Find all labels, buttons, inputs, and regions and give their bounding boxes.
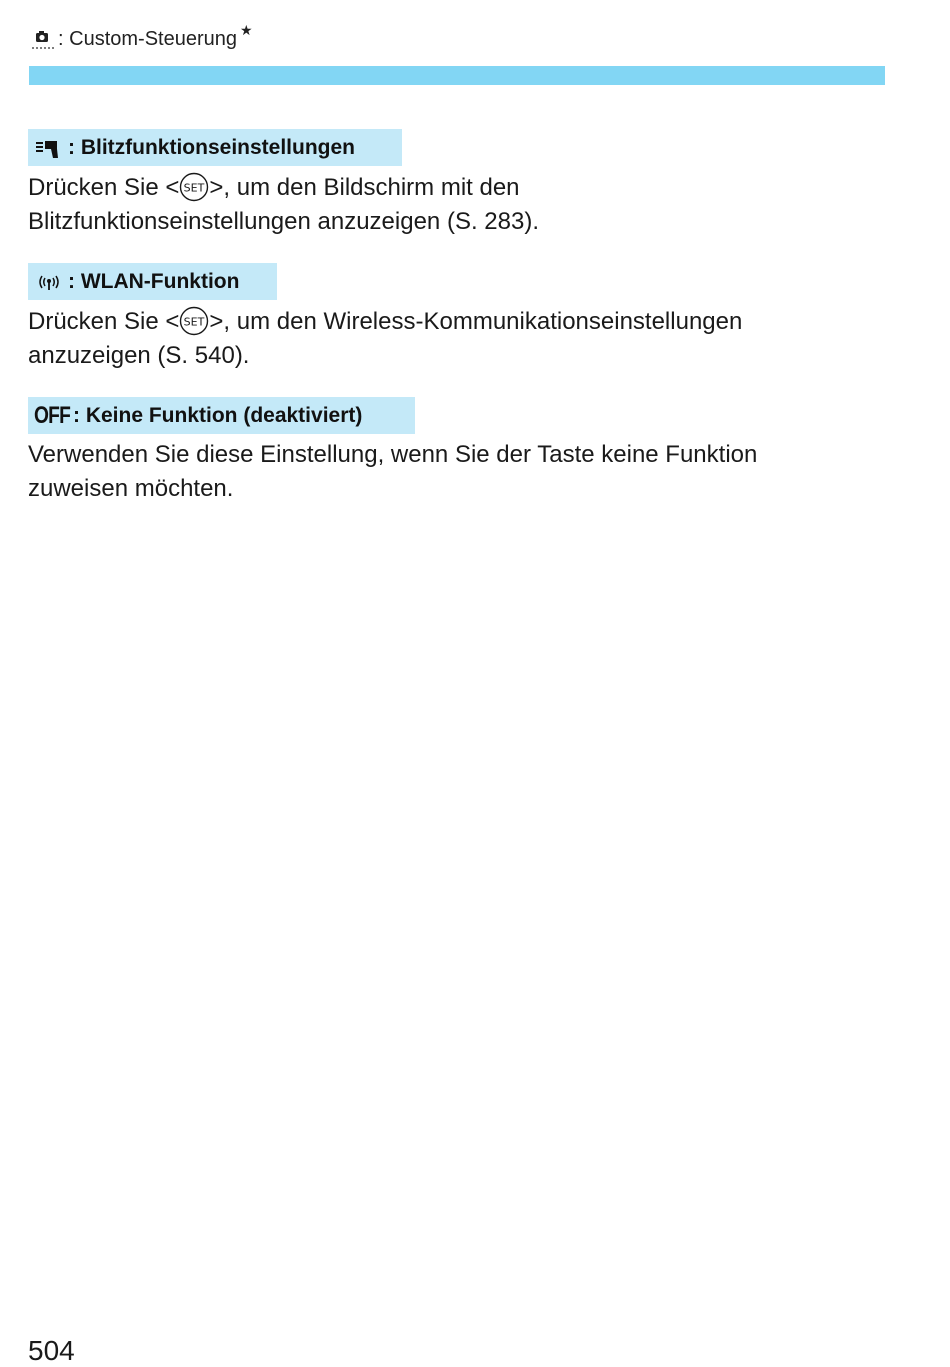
text-fragment: Drücken Sie < — [28, 174, 180, 201]
section-title-text: : Blitzfunktionseinstellungen — [68, 135, 355, 159]
section-title-text: : WLAN-Funktion — [68, 269, 240, 293]
text-fragment: >, um den Wireless-Kommunikationseinstellungen — [209, 308, 743, 335]
set-label: SET — [184, 315, 205, 329]
off-icon: OFF — [34, 401, 70, 429]
header-title: Custom-Steuerung — [69, 28, 237, 50]
wifi-icon — [34, 271, 64, 293]
section-text-wlan — [28, 305, 908, 373]
set-label: SET — [184, 181, 205, 195]
section-title-off — [28, 397, 415, 434]
section-text-flash — [28, 171, 908, 239]
camera-custom-icon — [30, 29, 56, 51]
text-fragment: >, um den Bildschirm mit den — [209, 174, 520, 201]
section-text-off — [28, 438, 908, 506]
text-fragment: Drücken Sie < — [28, 308, 180, 335]
page-number: 504 — [28, 1335, 75, 1366]
flash-icon — [34, 137, 64, 159]
set-button-icon — [179, 306, 209, 336]
section-title-wlan — [28, 263, 277, 300]
text-line: Verwenden Sie diese Einstellung, wenn Sie der Taste keine Funktion — [28, 441, 758, 468]
section-title-text: : Keine Funktion (deaktiviert) — [73, 403, 363, 427]
set-button-icon — [179, 172, 209, 202]
text-line: zuweisen möchten. — [28, 475, 234, 502]
header-bar — [29, 66, 885, 85]
text-line: Blitzfunktionseinstellungen anzuzeigen (S. 283). — [28, 208, 539, 235]
header-separator: : — [58, 28, 64, 50]
advanced-star: ★ — [240, 22, 253, 38]
section-title-flash — [28, 129, 402, 166]
text-line: anzuzeigen (S. 540). — [28, 342, 250, 369]
page-header — [30, 22, 253, 51]
